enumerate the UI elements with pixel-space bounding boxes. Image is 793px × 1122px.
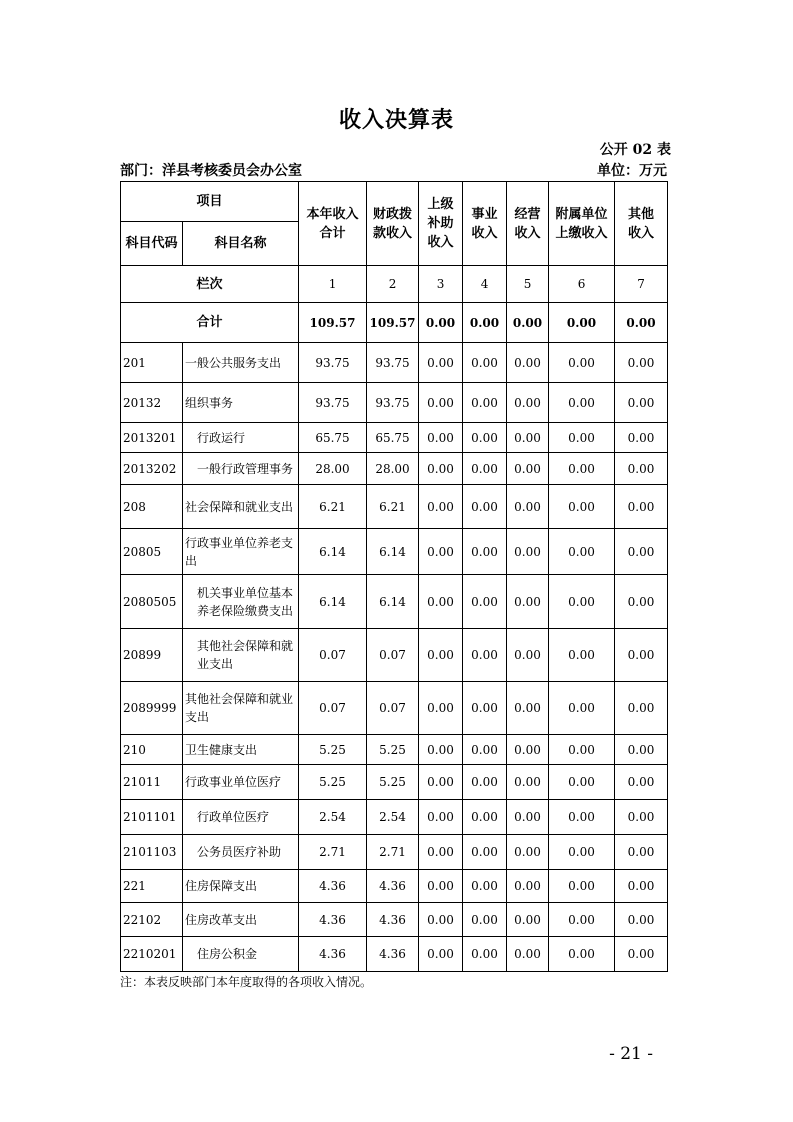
subject-code: 2089999 [121, 682, 183, 735]
value-cell: 0.00 [549, 903, 615, 937]
value-cell: 0.00 [507, 343, 549, 383]
value-cell: 5.25 [367, 765, 419, 800]
value-cell: 0.00 [419, 629, 463, 682]
value-cell: 0.00 [507, 529, 549, 575]
table-row [121, 682, 668, 735]
value-cell: 0.00 [463, 765, 507, 800]
total-cell: 109.57 [299, 303, 367, 343]
subject-code: 2101103 [121, 835, 183, 870]
subject-code: 221 [121, 870, 183, 903]
subject-name: 行政事业单位养老支出 [183, 529, 299, 575]
value-cell: 28.00 [367, 453, 419, 485]
value-cell: 0.00 [463, 682, 507, 735]
value-cell: 0.00 [419, 529, 463, 575]
total-cell: 0.00 [463, 303, 507, 343]
subject-code: 20899 [121, 629, 183, 682]
subject-code: 210 [121, 735, 183, 765]
subject-code: 22102 [121, 903, 183, 937]
value-cell: 0.00 [419, 575, 463, 629]
value-cell: 0.00 [507, 870, 549, 903]
subject-code: 2210201 [121, 937, 183, 972]
index-cell: 1 [299, 266, 367, 303]
value-cell: 0.00 [507, 575, 549, 629]
value-cell: 6.14 [299, 575, 367, 629]
value-cell: 0.00 [463, 575, 507, 629]
value-cell: 0.00 [549, 800, 615, 835]
table-row [121, 423, 668, 453]
value-cell: 0.00 [615, 343, 668, 383]
table-row [121, 765, 668, 800]
value-cell: 0.00 [419, 800, 463, 835]
subject-code: 21011 [121, 765, 183, 800]
subject-code: 2013201 [121, 423, 183, 453]
table-note: 注：本表反映部门本年度取得的各项收入情况。 [120, 975, 373, 989]
value-cell: 0.00 [463, 937, 507, 972]
value-cell: 6.21 [367, 485, 419, 529]
value-cell: 4.36 [299, 937, 367, 972]
value-cell: 0.00 [507, 800, 549, 835]
value-cell: 0.00 [615, 485, 668, 529]
value-cell: 6.14 [367, 529, 419, 575]
subject-name: 公务员医疗补助 [183, 835, 299, 870]
value-cell: 0.00 [615, 453, 668, 485]
value-cell: 0.00 [549, 485, 615, 529]
value-cell: 0.00 [419, 453, 463, 485]
value-cell: 0.00 [463, 423, 507, 453]
subject-code: 208 [121, 485, 183, 529]
total-cell: 0.00 [549, 303, 615, 343]
index-label: 栏次 [121, 266, 299, 303]
value-cell: 0.00 [507, 735, 549, 765]
value-cell: 0.00 [615, 835, 668, 870]
table-row [121, 343, 668, 383]
value-cell: 4.36 [367, 903, 419, 937]
value-cell: 0.00 [463, 800, 507, 835]
value-cell: 0.00 [549, 765, 615, 800]
value-cell: 0.00 [463, 343, 507, 383]
value-cell: 0.00 [549, 383, 615, 423]
value-cell: 0.00 [615, 903, 668, 937]
total-cell: 109.57 [367, 303, 419, 343]
subject-name: 卫生健康支出 [183, 735, 299, 765]
subject-code: 20805 [121, 529, 183, 575]
value-cell: 0.00 [419, 835, 463, 870]
header-name: 科目名称 [183, 222, 299, 266]
value-cell: 0.00 [507, 937, 549, 972]
index-cell: 7 [615, 266, 668, 303]
index-cell: 3 [419, 266, 463, 303]
value-cell: 0.00 [419, 937, 463, 972]
value-cell: 0.00 [507, 423, 549, 453]
value-cell: 6.14 [367, 575, 419, 629]
value-cell: 0.00 [507, 453, 549, 485]
value-cell: 0.00 [507, 903, 549, 937]
value-cell: 4.36 [367, 870, 419, 903]
value-cell: 0.00 [419, 682, 463, 735]
value-cell: 0.00 [549, 629, 615, 682]
table-row [121, 575, 668, 629]
page-number: - 21 - [609, 1044, 653, 1064]
header-col4: 事业 收入 [463, 182, 507, 266]
value-cell: 5.25 [299, 765, 367, 800]
subject-name: 其他社会保障和就业支出 [183, 682, 299, 735]
value-cell: 2.54 [367, 800, 419, 835]
total-cell: 0.00 [615, 303, 668, 343]
value-cell: 0.00 [463, 870, 507, 903]
value-cell: 0.07 [367, 629, 419, 682]
value-cell: 0.00 [549, 423, 615, 453]
value-cell: 0.00 [615, 529, 668, 575]
subject-name: 住房保障支出 [183, 870, 299, 903]
subject-name: 其他社会保障和就业支出 [183, 629, 299, 682]
value-cell: 0.00 [419, 343, 463, 383]
value-cell: 28.00 [299, 453, 367, 485]
value-cell: 0.00 [419, 423, 463, 453]
table-row [121, 735, 668, 765]
value-cell: 0.00 [463, 383, 507, 423]
value-cell: 0.00 [549, 575, 615, 629]
value-cell: 0.00 [419, 383, 463, 423]
header-col7: 其他 收入 [615, 182, 668, 266]
subject-name: 机关事业单位基本养老保险缴费支出 [183, 575, 299, 629]
value-cell: 93.75 [367, 383, 419, 423]
value-cell: 0.00 [463, 835, 507, 870]
subject-name: 行政运行 [183, 423, 299, 453]
value-cell: 0.00 [419, 735, 463, 765]
subject-name: 一般行政管理事务 [183, 453, 299, 485]
subject-name: 行政单位医疗 [183, 800, 299, 835]
value-cell: 6.21 [299, 485, 367, 529]
value-cell: 0.00 [507, 765, 549, 800]
table-row [121, 485, 668, 529]
value-cell: 0.00 [549, 682, 615, 735]
value-cell: 0.00 [615, 383, 668, 423]
value-cell: 0.00 [549, 735, 615, 765]
value-cell: 0.00 [549, 937, 615, 972]
table-row [121, 937, 668, 972]
value-cell: 0.00 [549, 453, 615, 485]
table-row [121, 453, 668, 485]
value-cell: 2.71 [367, 835, 419, 870]
index-cell: 5 [507, 266, 549, 303]
value-cell: 4.36 [299, 903, 367, 937]
value-cell: 65.75 [367, 423, 419, 453]
subject-name: 社会保障和就业支出 [183, 485, 299, 529]
header-code: 科目代码 [121, 222, 183, 266]
total-label: 合计 [121, 303, 299, 343]
subject-code: 201 [121, 343, 183, 383]
index-cell: 2 [367, 266, 419, 303]
total-cell: 0.00 [419, 303, 463, 343]
total-row [121, 303, 668, 343]
value-cell: 0.00 [549, 835, 615, 870]
value-cell: 0.07 [367, 682, 419, 735]
value-cell: 0.00 [615, 735, 668, 765]
department-label: 部门：洋县考核委员会办公室 [120, 163, 302, 179]
value-cell: 5.25 [299, 735, 367, 765]
value-cell: 0.00 [615, 629, 668, 682]
subject-name: 住房公积金 [183, 937, 299, 972]
value-cell: 4.36 [299, 870, 367, 903]
table-row [121, 870, 668, 903]
subject-code: 2080505 [121, 575, 183, 629]
value-cell: 0.00 [463, 903, 507, 937]
value-cell: 65.75 [299, 423, 367, 453]
page-title: 收入决算表 [338, 107, 454, 133]
value-cell: 0.00 [615, 765, 668, 800]
value-cell: 93.75 [367, 343, 419, 383]
value-cell: 0.00 [507, 682, 549, 735]
value-cell: 0.00 [463, 453, 507, 485]
value-cell: 0.00 [463, 629, 507, 682]
header-col2: 财政拨 款收入 [367, 182, 419, 266]
value-cell: 0.07 [299, 682, 367, 735]
value-cell: 0.00 [507, 835, 549, 870]
subject-code: 20132 [121, 383, 183, 423]
index-cell: 4 [463, 266, 507, 303]
table-row [121, 903, 668, 937]
value-cell: 0.00 [419, 870, 463, 903]
value-cell: 0.00 [615, 800, 668, 835]
value-cell: 0.07 [299, 629, 367, 682]
header-col3: 上级 补助 收入 [419, 182, 463, 266]
value-cell: 0.00 [549, 529, 615, 575]
value-cell: 4.36 [367, 937, 419, 972]
total-cell: 0.00 [507, 303, 549, 343]
subject-name: 一般公共服务支出 [183, 343, 299, 383]
value-cell: 0.00 [507, 383, 549, 423]
value-cell: 93.75 [299, 383, 367, 423]
value-cell: 0.00 [419, 903, 463, 937]
value-cell: 0.00 [507, 485, 549, 529]
value-cell: 0.00 [615, 423, 668, 453]
header-col5: 经营 收入 [507, 182, 549, 266]
value-cell: 0.00 [549, 343, 615, 383]
table-row [121, 629, 668, 682]
value-cell: 0.00 [463, 529, 507, 575]
index-cell: 6 [549, 266, 615, 303]
form-number: 公开 02 表 [599, 142, 671, 158]
value-cell: 5.25 [367, 735, 419, 765]
value-cell: 0.00 [419, 485, 463, 529]
value-cell: 0.00 [419, 765, 463, 800]
value-cell: 0.00 [615, 937, 668, 972]
table-row [121, 383, 668, 423]
subject-code: 2013202 [121, 453, 183, 485]
value-cell: 0.00 [549, 870, 615, 903]
subject-name: 组织事务 [183, 383, 299, 423]
table-row [121, 529, 668, 575]
header-col1: 本年收入 合计 [299, 182, 367, 266]
value-cell: 0.00 [463, 735, 507, 765]
value-cell: 6.14 [299, 529, 367, 575]
index-row [121, 266, 668, 303]
value-cell: 2.71 [299, 835, 367, 870]
table-row [121, 800, 668, 835]
value-cell: 0.00 [615, 682, 668, 735]
header-item: 项目 [121, 182, 299, 222]
value-cell: 93.75 [299, 343, 367, 383]
table-row [121, 835, 668, 870]
income-table [120, 181, 668, 972]
value-cell: 0.00 [615, 575, 668, 629]
subject-name: 行政事业单位医疗 [183, 765, 299, 800]
header-col6: 附属单位 上缴收入 [549, 182, 615, 266]
value-cell: 2.54 [299, 800, 367, 835]
value-cell: 0.00 [507, 629, 549, 682]
value-cell: 0.00 [463, 485, 507, 529]
value-cell: 0.00 [615, 870, 668, 903]
subject-name: 住房改革支出 [183, 903, 299, 937]
subject-code: 2101101 [121, 800, 183, 835]
unit-label: 单位：万元 [597, 163, 667, 179]
